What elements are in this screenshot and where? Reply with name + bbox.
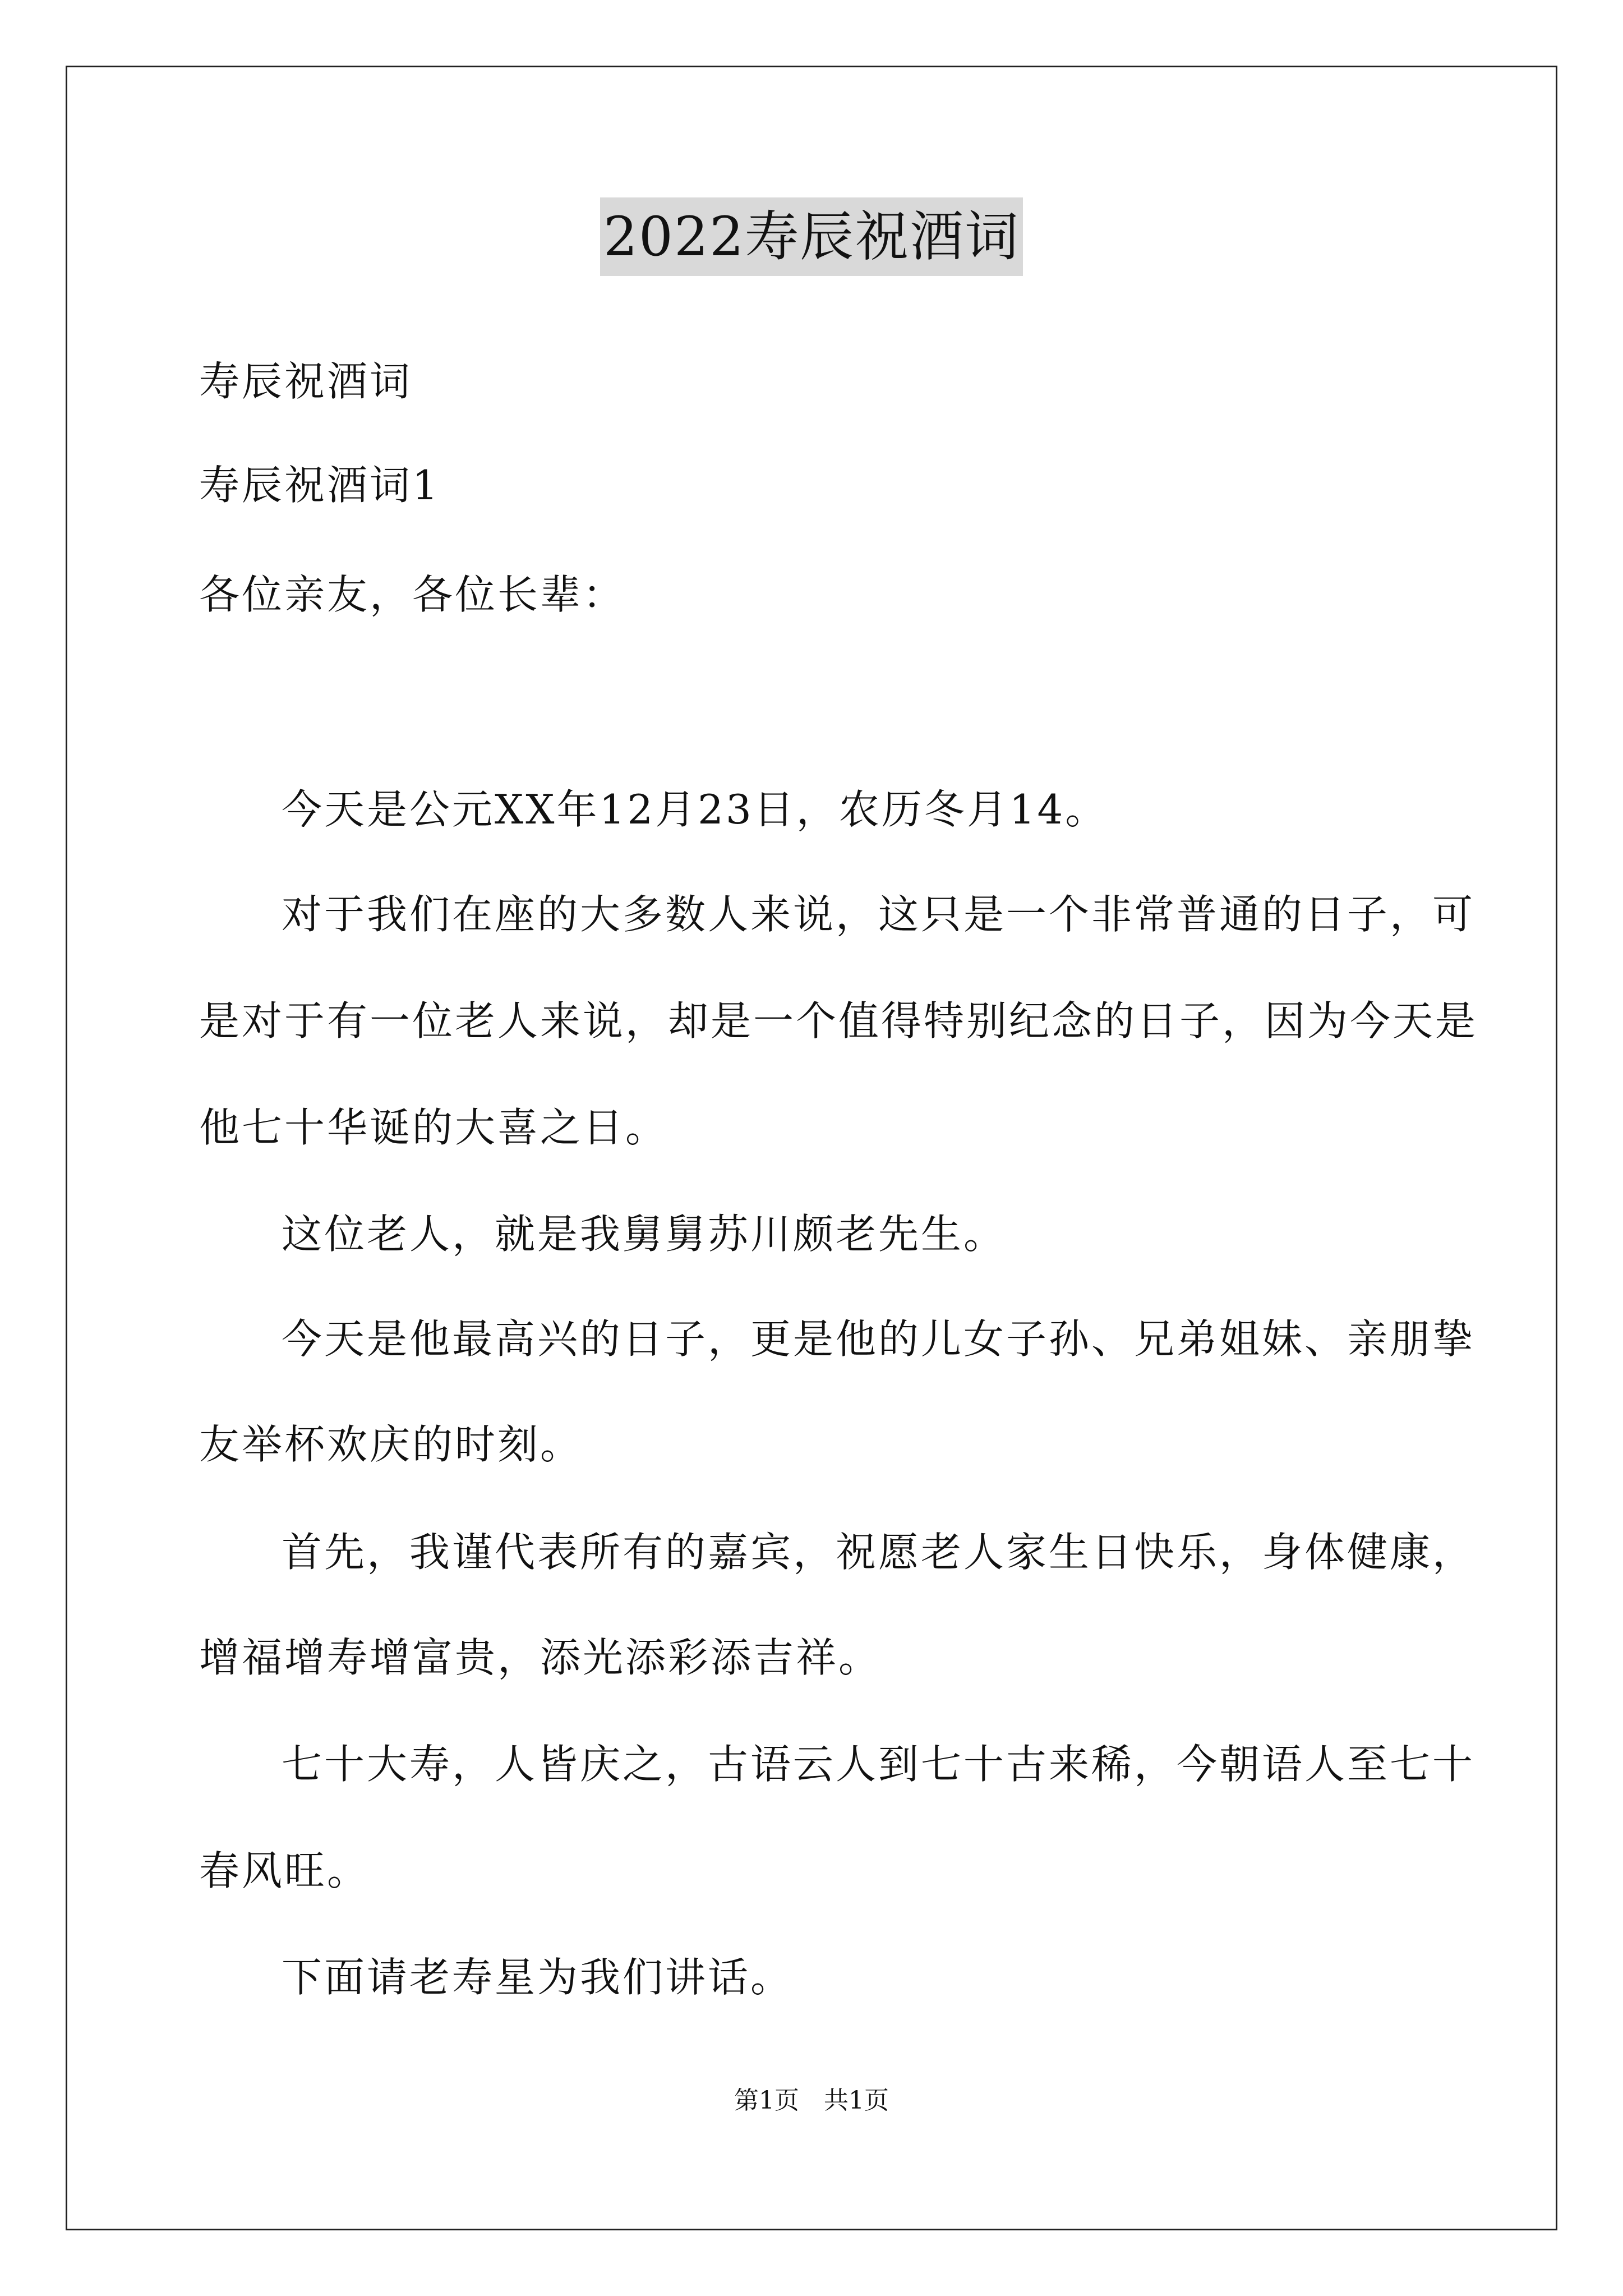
section-heading: 寿辰祝酒词1 bbox=[199, 462, 440, 509]
document-title: 2022寿辰祝酒词 bbox=[600, 197, 1023, 276]
subtitle-line: 寿辰祝酒词 bbox=[199, 358, 413, 405]
paragraph-line: 友举杯欢庆的时刻。 bbox=[199, 1421, 583, 1468]
paragraph-line: 增福增寿增富贵，添光添彩添吉祥。 bbox=[199, 1634, 882, 1681]
page-footer: 第1页 共1页 bbox=[734, 2086, 889, 2115]
paragraph-line: 七十大寿，人皆庆之，古语云人到七十古来稀，今朝语人至七十 bbox=[282, 1741, 1476, 1788]
paragraph-line: 是对于有一位老人来说，却是一个值得特别纪念的日子，因为今天是 bbox=[199, 997, 1478, 1045]
paragraph-line: 首先，我谨代表所有的嘉宾，祝愿老人家生日快乐，身体健康， bbox=[282, 1529, 1476, 1576]
paragraph-line: 春风旺。 bbox=[199, 1847, 370, 1894]
paragraph-date: 今天是公元XX年12月23日，农历冬月14。 bbox=[282, 786, 1108, 833]
paragraph-line: 今天是他最高兴的日子，更是他的儿女子孙、兄弟姐妹、亲朋挚 bbox=[282, 1315, 1476, 1363]
title-container bbox=[0, 197, 1623, 276]
paragraph-line: 对于我们在座的大多数人来说，这只是一个非常普通的日子，可 bbox=[282, 891, 1476, 938]
paragraph-line: 这位老人，就是我舅舅苏川颇老先生。 bbox=[282, 1211, 1007, 1258]
paragraph-line: 他七十华诞的大喜之日。 bbox=[199, 1104, 668, 1151]
paragraph-line: 下面请老寿星为我们讲话。 bbox=[282, 1954, 794, 2001]
salutation: 各位亲友，各位长辈： bbox=[199, 571, 626, 618]
